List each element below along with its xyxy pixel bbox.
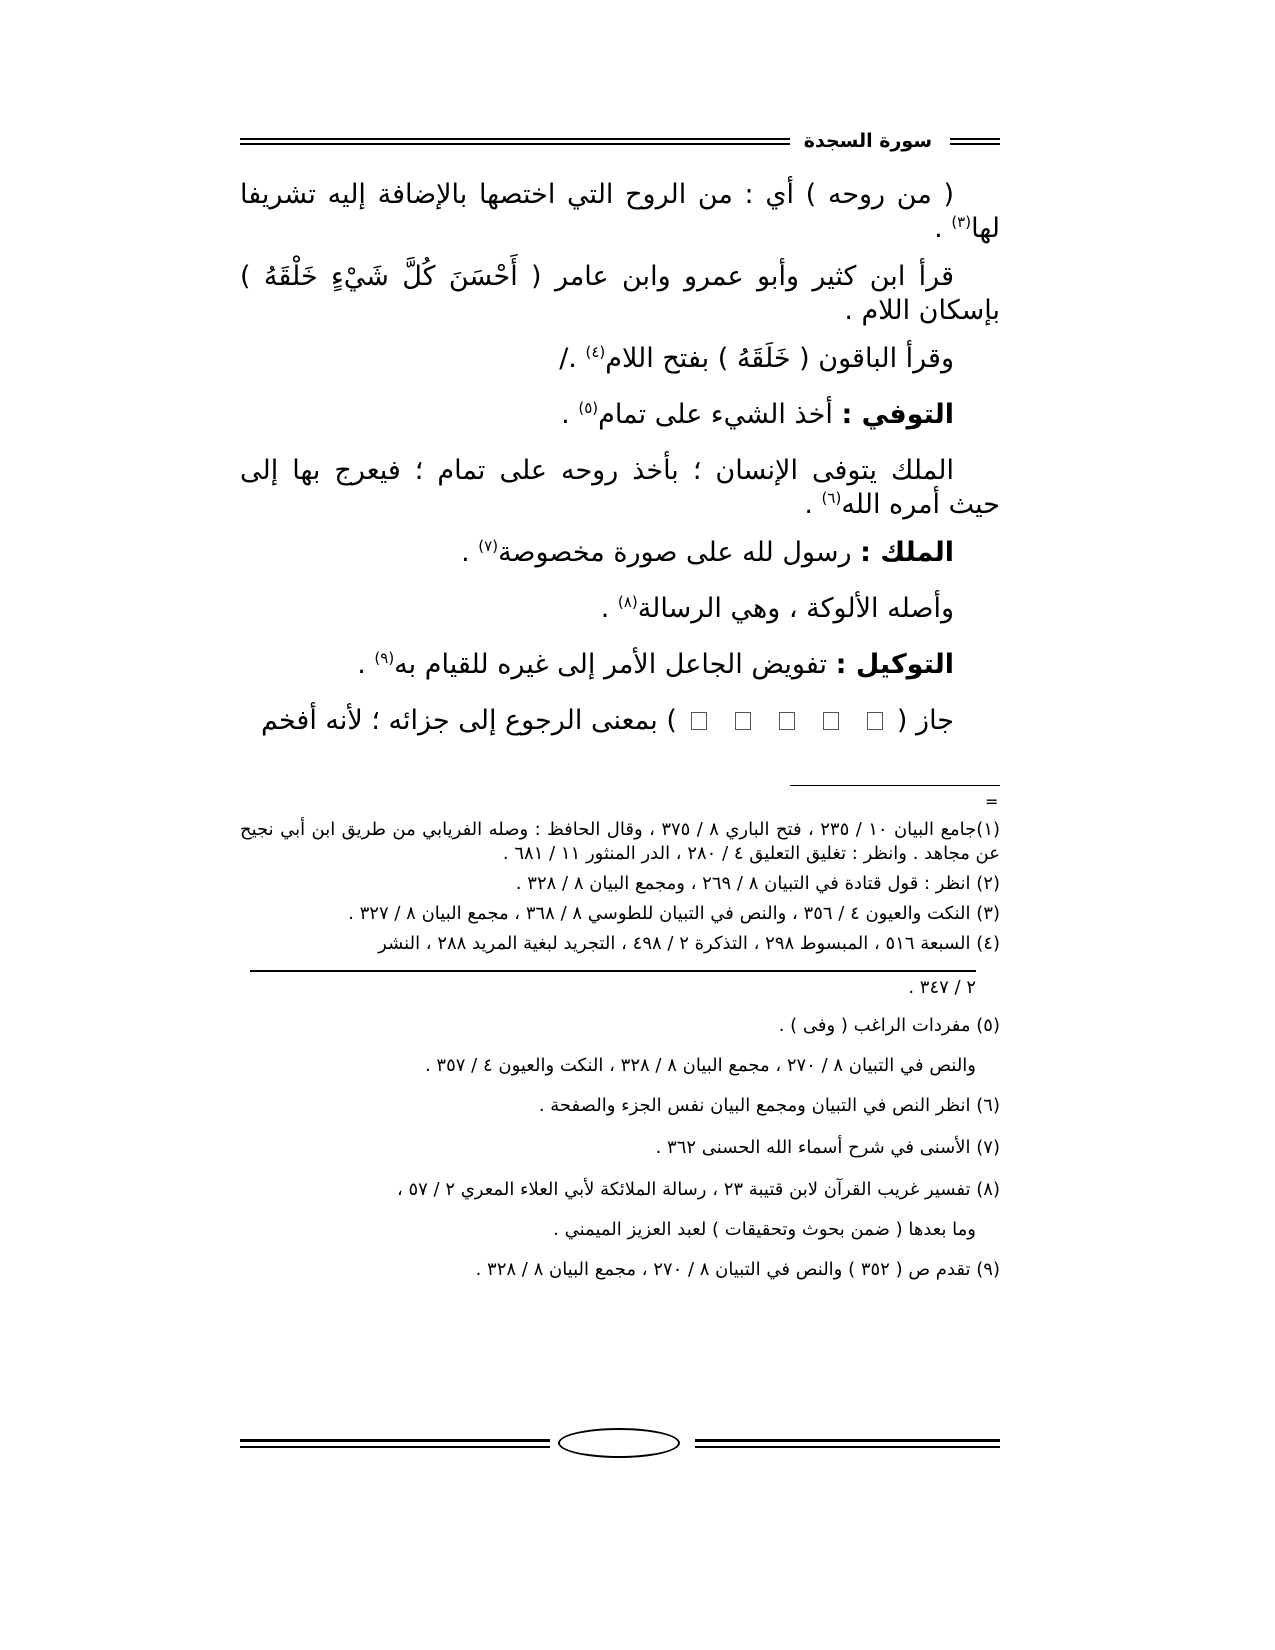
footnote-number: (٨) bbox=[976, 1179, 1000, 1200]
paragraph-text: جاز ( bbox=[896, 705, 954, 736]
footer-rule-right bbox=[695, 1439, 1000, 1448]
footer-rule-left bbox=[240, 1439, 550, 1448]
footnote-continuation: والنص في التبيان ٨ / ٢٧٠ ، مجمع البيان ٨ / ٣٢٨ ، النكت والعيون ٤ / ٣٥٧ . bbox=[424, 1055, 976, 1076]
paragraph bbox=[240, 592, 1000, 626]
paragraph bbox=[240, 342, 1000, 376]
paragraph bbox=[240, 260, 1000, 328]
footnote-number: (٢) bbox=[976, 873, 1000, 894]
footnote-ref: (٣) bbox=[951, 213, 972, 231]
footnote bbox=[240, 902, 1000, 926]
paragraph-end: . bbox=[357, 649, 375, 680]
main-text bbox=[240, 178, 1000, 760]
paragraph-text: رسول لله على صورة مخصوصة bbox=[498, 537, 861, 568]
footnote-text: النكت والعيون ٤ / ٣٥٦ ، والنص في التبيان للطوسي ٨ / ٣٦٨ ، مجمع البيان ٨ / ٣٢٧ . bbox=[348, 903, 971, 924]
defined-term: التوفي : bbox=[841, 399, 954, 430]
definition-paragraph bbox=[240, 648, 1000, 682]
defined-term: التوكيل : bbox=[835, 649, 954, 680]
footnote-text: الأسنى في شرح أسماء الله الحسنى ٣٦٢ . bbox=[655, 1137, 971, 1158]
missing-glyph-box bbox=[779, 712, 795, 730]
footnote-text: السبعة ٥١٦ ، المبسوط ٢٩٨ ، التذكرة ٢ / ٤٩٨ ، التجريد لبغية المريد ٢٨٨ ، النشر bbox=[378, 933, 971, 954]
footnote-number: (٩) bbox=[976, 1259, 1000, 1280]
footnote-text: انظر : قول قتادة في التبيان ٨ / ٢٦٩ ، ومجمع البيان ٨ / ٣٢٨ . bbox=[515, 873, 971, 894]
paragraph-end: . bbox=[561, 399, 579, 430]
paragraph-end: . bbox=[934, 213, 952, 244]
paragraph-text: وقرأ الباقون ( خَلَقَهُ ) بفتح اللام bbox=[605, 343, 954, 374]
footnote-text: انظر النص في التبيان ومجمع البيان نفس الجزء والصفحة . bbox=[538, 1095, 971, 1116]
footnote-ref: (٩) bbox=[374, 649, 395, 667]
footnote-ref: (٦) bbox=[821, 489, 842, 507]
missing-glyph-box bbox=[823, 712, 839, 730]
footnote-ref: (٤) bbox=[585, 343, 606, 361]
dash-line bbox=[250, 956, 976, 972]
defined-term: الملك : bbox=[860, 537, 954, 568]
page-number-oval bbox=[558, 1428, 680, 1458]
header-rule-left bbox=[240, 138, 790, 145]
footnote-ref: (٥) bbox=[578, 399, 599, 417]
footnote bbox=[240, 1136, 1000, 1160]
footnote bbox=[240, 818, 1000, 866]
footnote-number: (٦) bbox=[976, 1095, 1000, 1116]
footnote-text: تقدم ص ( ٣٥٢ ) والنص في التبيان ٨ / ٢٧٠ ، مجمع البيان ٨ / ٣٢٨ . bbox=[475, 1259, 971, 1280]
footnote bbox=[240, 1258, 1000, 1282]
paragraph-text: وأصله الألوكة ، وهي الرسالة bbox=[637, 593, 954, 624]
paragraph-text: الملك يتوفى الإنسان ؛ بأخذ روحه على تمام ؛ فيعرج بها إلى حيث أمره الله bbox=[240, 455, 1000, 520]
footnote bbox=[240, 1178, 1000, 1242]
footnote-ref: (٧) bbox=[478, 537, 499, 555]
paragraph bbox=[240, 454, 1000, 522]
paragraph-end: . bbox=[804, 489, 822, 520]
footnote-number: (٣) bbox=[976, 903, 1000, 924]
footnote-separator bbox=[790, 785, 1000, 786]
footnote-ref: (٨) bbox=[617, 593, 638, 611]
footnote bbox=[240, 932, 1000, 1000]
page-footer-ornament bbox=[240, 1428, 1000, 1458]
paragraph-end: . bbox=[600, 593, 618, 624]
footnote-text: تفسير غريب القرآن لابن قتيبة ٢٣ ، رسالة الملائكة لأبي العلاء المعري ٢ / ٥٧ ، bbox=[396, 1179, 971, 1200]
footnotes bbox=[240, 818, 1000, 1288]
header-rule-right bbox=[950, 138, 1000, 145]
paragraph-text: قرأ ابن كثير وأبو عمرو وابن عامر ( أَحْسَنَ كُلَّ شَيْءٍ خَلْقَهُ ) بإسكان اللام . bbox=[240, 261, 1000, 326]
paragraph-text-end: ) بمعنى الرجوع إلى جزائه ؛ لأنه أفخم bbox=[261, 705, 677, 736]
paragraph bbox=[240, 704, 1000, 738]
missing-glyph-box bbox=[867, 712, 883, 730]
footnote bbox=[240, 1014, 1000, 1078]
page-header bbox=[240, 128, 1000, 158]
footnote-text-tail: ٢ / ٣٤٧ . bbox=[908, 977, 976, 998]
paragraph bbox=[240, 178, 1000, 246]
footnote-continuation-mark: = bbox=[985, 792, 999, 811]
footnote bbox=[240, 872, 1000, 896]
footnote-text: مفردات الراغب ( وفى ) . bbox=[778, 1015, 971, 1036]
footnote-text: جامع البيان ١٠ / ٢٣٥ ، فتح الباري ٨ / ٣٧٥ ، وقال الحافظ : وصله الفريابي من طريق ابن أبي نجيح عن مجاهد . وانظر : تغليق التعليق ٤ / ٢٨٠ ، الدر المنثور ١١ / ٦٨١ . bbox=[240, 819, 1000, 864]
footnote-number: (٧) bbox=[976, 1137, 1000, 1158]
footnote-number: (٤) bbox=[976, 933, 1000, 954]
surah-title: سورة السجدة bbox=[796, 128, 940, 154]
missing-glyph-box bbox=[735, 712, 751, 730]
paragraph-text: ( من روحه ) أي : من الروح التي اختصها بالإضافة إليه تشريفا لها bbox=[240, 179, 1000, 244]
footnote-continuation: وما بعدها ( ضمن بحوث وتحقيقات ) لعبد العزيز الميمني . bbox=[553, 1219, 976, 1240]
paragraph-end: ./ bbox=[559, 343, 586, 374]
paragraph-end: . bbox=[461, 537, 479, 568]
missing-glyph-box bbox=[691, 712, 707, 730]
footnote bbox=[240, 1094, 1000, 1118]
footnote-number: (٥) bbox=[976, 1015, 1000, 1036]
footnote-number: (١) bbox=[976, 819, 1001, 840]
definition-paragraph bbox=[240, 398, 1000, 432]
paragraph-text: أخذ الشيء على تمام bbox=[598, 399, 842, 430]
definition-paragraph bbox=[240, 536, 1000, 570]
paragraph-text: تفويض الجاعل الأمر إلى غيره للقيام به bbox=[394, 649, 836, 680]
